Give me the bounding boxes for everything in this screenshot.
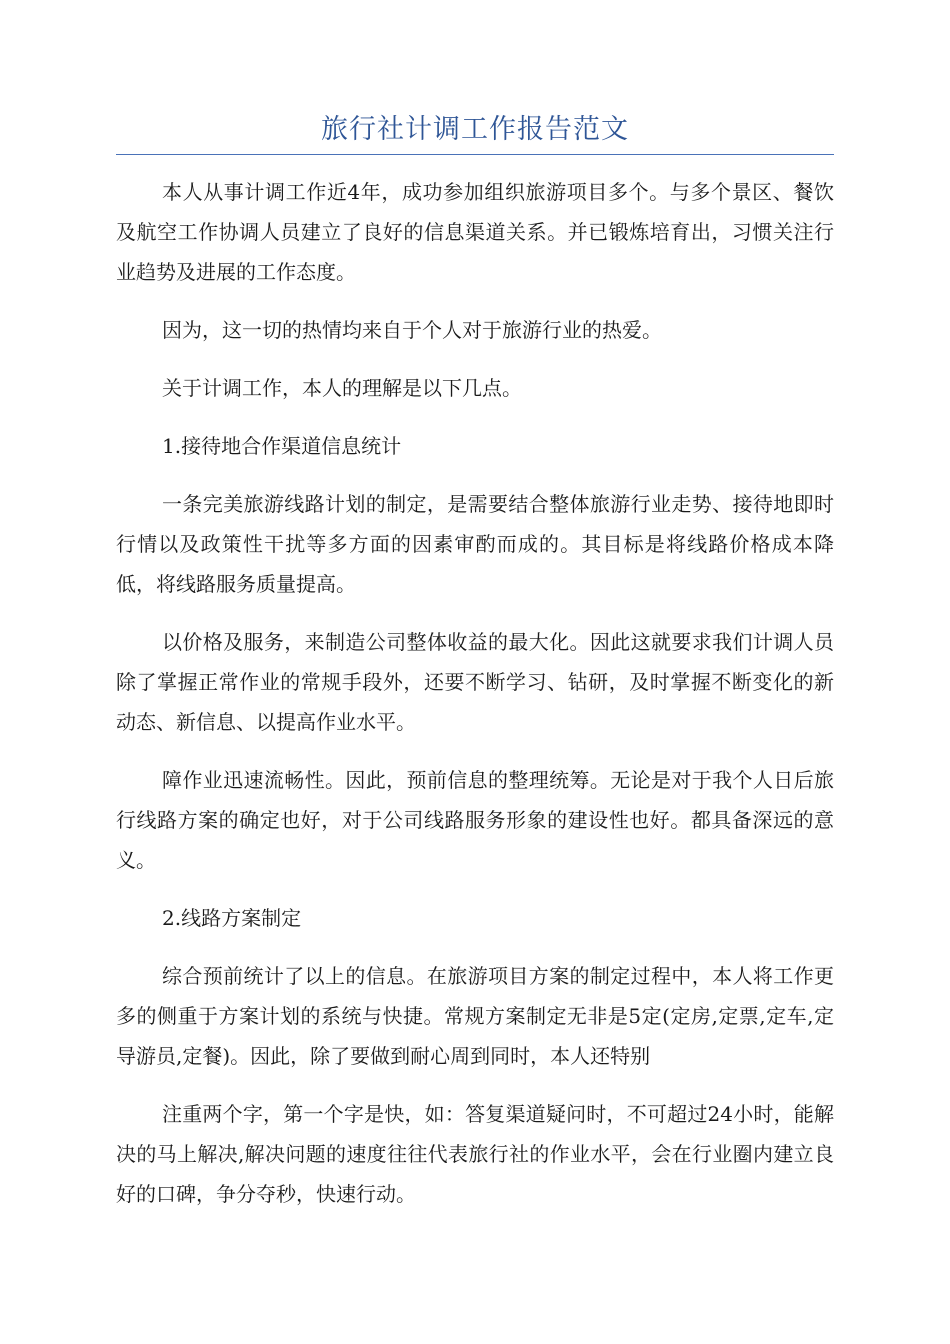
- paragraph: 注重两个字，第一个字是快，如：答复渠道疑问时，不可超过24小时，能解决的马上解决,解决问题的速度往往代表旅行社的作业水平，会在行业圈内建立良好的口碑，争分夺秒，快速行动。: [116, 1102, 834, 1206]
- page-title: 旅行社计调工作报告范文: [321, 114, 629, 145]
- paragraph: 以价格及服务，来制造公司整体收益的最大化。因此这就要求我们计调人员除了掌握正常作业的常规手段外，还要不断学习、钻研，及时掌握不断变化的新动态、新信息、以提高作业水平。: [116, 630, 834, 734]
- title-underline: [116, 154, 834, 155]
- section-heading: 1.接待地合作渠道信息统计: [162, 434, 402, 458]
- paragraph: 本人从事计调工作近4年，成功参加组织旅游项目多个。与多个景区、餐饮及航空工作协调人员建立了良好的信息渠道关系。并已锻炼培育出，习惯关注行业趋势及进展的工作态度。: [116, 180, 834, 284]
- paragraph: 因为，这一切的热情均来自于个人对于旅游行业的热爱。: [162, 318, 662, 342]
- paragraph: 关于计调工作，本人的理解是以下几点。: [162, 376, 522, 400]
- paragraph: 一条完美旅游线路计划的制定，是需要结合整体旅游行业走势、接待地即时行情以及政策性干扰等多方面的因素审酌而成的。其目标是将线路价格成本降低，将线路服务质量提高。: [116, 492, 834, 596]
- paragraph: 障作业迅速流畅性。因此，预前信息的整理统筹。无论是对于我个人日后旅行线路方案的确定也好，对于公司线路服务形象的建设性也好。都具备深远的意义。: [116, 768, 834, 872]
- section-heading: 2.线路方案制定: [162, 906, 302, 930]
- paragraph: 综合预前统计了以上的信息。在旅游项目方案的制定过程中，本人将工作更多的侧重于方案计划的系统与快捷。常规方案制定无非是5定(定房,定票,定车,定导游员,定餐)。因此，除了要做到耐心周到同时，本人还特别: [116, 964, 834, 1068]
- document-body: [116, 172, 834, 1232]
